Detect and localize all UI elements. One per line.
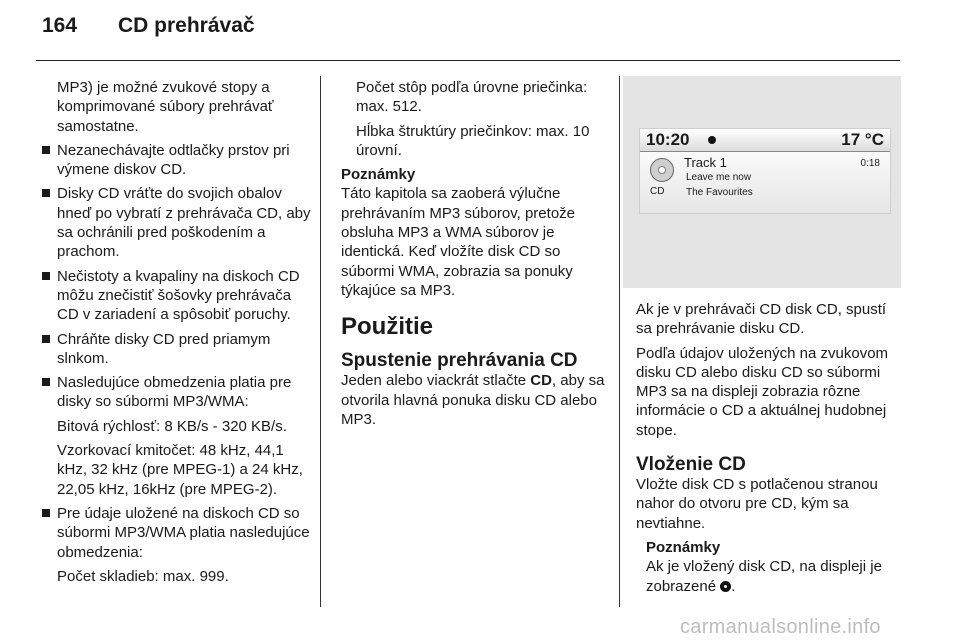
temperature: 17 °C [841,130,884,149]
autoplay-text: Ak je v prehrávači CD disk CD, spustí sa prehrávanie disku CD. [636,301,887,338]
folder-depth-limit: Hĺbka štruktúry priečinkov: max. 10 úrovní. [356,122,590,159]
cd-button-label: CD [530,372,552,390]
source-label: CD [650,186,665,197]
elapsed-time: 0:18 [860,158,880,169]
start-playback-text: Jeden alebo viackrát stlačte CD, aby sa otvorila hlavná ponuka disku CD alebo MP3. [341,372,605,428]
page-number: 164 [42,14,78,37]
subsection-title: Vloženie CD [636,454,746,476]
continuation-text: MP3) je možné zvukové stopy a komprimované súbory prehrávať samostatne. [57,79,274,135]
bullet-icon [42,509,50,517]
list-item: Nezanechávajte odtlačky prstov pri výmene diskov CD. [42,141,312,180]
column-middle [341,78,607,434]
cd-display-screen [639,128,891,214]
display-body [640,152,890,213]
cd-inserted-icon [708,136,716,144]
track-title: Track 1 [684,155,727,170]
subsection-title: Spustenie prehrávania CD [341,350,578,372]
list-item: Nečistoty a kvapaliny na diskoch CD môžu znečistiť šošovky prehrávača CD v zariadení a spôsobiť poruchy. [42,267,312,325]
note-title: Poznámky [341,166,416,184]
display-info-text: Podľa údajov uložených na zvukovom disku CD alebo disku CD so súbormi MP3 sa na displeji zobrazia rôzne informácie o CD a aktuálnej hudobnej stope. [636,344,889,439]
list-item: Pre údaje uložené na diskoch CD so súbormi MP3/WMA platia nasledujúce obmedzenia: Počet skladieb: max. 999. [42,504,312,586]
list-item: Chráňte disky CD pred priamym slnkom. [42,330,312,369]
bullet-icon [42,146,50,154]
track-album: The Favourites [686,187,753,198]
column-left [42,78,312,591]
display-status-bar [640,129,890,152]
note-text: Táto kapitola sa zaoberá výlučne prehrávaním MP3 súborov, pretože obsluha MP3 a WMA súborov je identická. Keď vložíte disk CD so súbormi WMA, zobrazia sa ponuky týkajúce sa MP3. [341,185,576,299]
column-right [636,300,906,601]
clock: 10:20 [646,130,690,149]
bullet-icon [42,272,50,280]
note-block [636,538,906,596]
column-divider [619,76,620,607]
page-header [42,14,255,38]
cd-indicator-icon [720,581,731,592]
bullet-icon [42,378,50,386]
care-list [42,141,312,586]
note-title: Poznámky [646,538,721,556]
section-title: Použitie [341,313,434,341]
bullet-icon [42,335,50,343]
list-item: Disky CD vráťte do svojich obalov hneď po vybratí z prehrávača CD, aby sa ochránili pred poškodením a prachom. [42,184,312,261]
header-rule [36,60,900,61]
folder-track-limit: Počet stôp podľa úrovne priečinka: max. 512. [356,79,588,116]
bullet-icon [42,189,50,197]
display-illustration [623,76,901,288]
column-divider [320,76,321,607]
sample-rate-limit: Vzorkovací kmitočet: 48 kHz, 44,1 kHz, 32 kHz (pre MPEG-1) a 24 kHz, 22,05 kHz, 16kHz (pre MPEG-2). [57,442,303,498]
note-text: Ak je vložený disk CD, na displeji je zobrazené . [646,558,882,595]
cd-disc-icon [650,158,674,182]
watermark: carmanualsonline.info [680,616,881,638]
page-title: CD prehrávač [118,14,255,37]
track-count-limit: Počet skladieb: max. 999. [57,567,229,585]
insert-cd-text: Vložte disk CD s potlačenou stranou nahor do otvoru pre CD, kým sa nevtiahne. [636,476,878,532]
track-artist: Leave me now [686,172,752,183]
bitrate-limit: Bitová rýchlosť: 8 KB/s - 320 KB/s. [57,417,287,435]
list-item: Nasledujúce obmedzenia platia pre disky so súbormi MP3/WMA: Bitová rýchlosť: 8 KB/s - 320 KB/s. Vzorkovací kmitočet: 48 kHz, 44,1 kHz, 32 kHz (pre MPEG-1) a 24 kHz, 22,05 kHz, 16kHz (pre MPEG-2). [42,373,312,499]
